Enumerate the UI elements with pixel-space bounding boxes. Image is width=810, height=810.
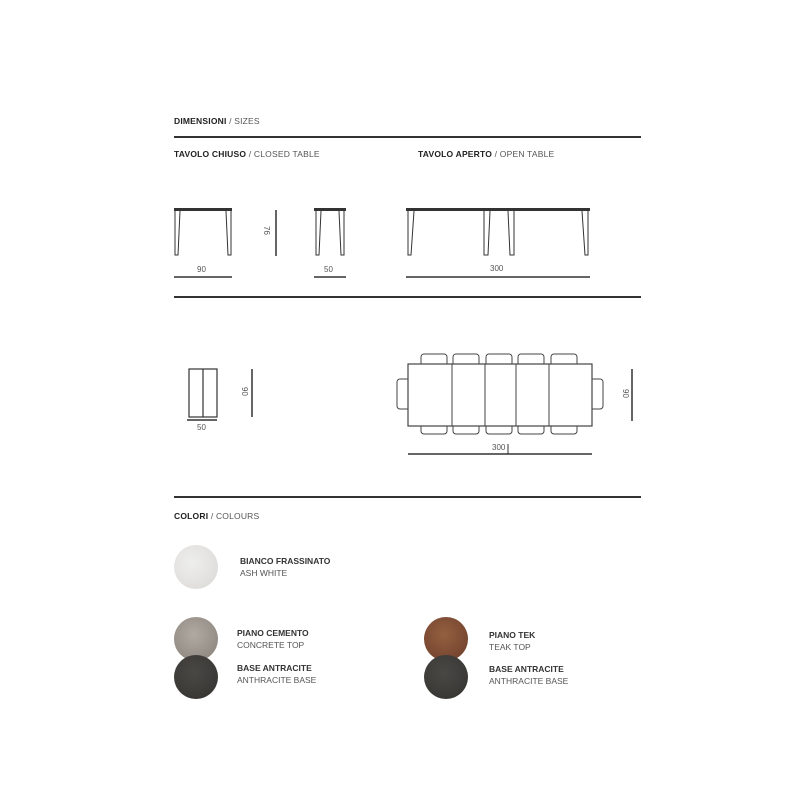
color-name-it: BIANCO FRASSINATO [240, 556, 331, 566]
swatch-anthracite-base-1 [174, 655, 218, 699]
colours-title-en: COLOURS [215, 511, 260, 521]
color-name-en: ANTHRACITE BASE [489, 676, 569, 686]
label-closed-height: 76 [261, 226, 271, 235]
dimensions-title-it: DIMENSIONI [174, 116, 227, 126]
divider-bottom [174, 496, 641, 498]
title-separator: / [246, 149, 254, 159]
label-plan-closed-width: 90 [239, 387, 249, 396]
title-separator: / [226, 116, 235, 126]
closed-table-plan-view [189, 369, 217, 417]
color-label-anthracite-base-2 [489, 663, 568, 687]
open-table-plan-view [397, 354, 603, 434]
label-plan-closed-depth: 50 [197, 423, 206, 432]
open-table-it: TAVOLO APERTO [418, 149, 493, 159]
swatch-ash-white [174, 545, 218, 589]
label-closed-side-depth: 50 [324, 265, 333, 274]
title-separator: / [208, 511, 216, 521]
open-table-en: OPEN TABLE [499, 149, 555, 159]
color-label-anthracite-base-1 [237, 662, 316, 686]
section-title-colours [174, 511, 259, 521]
color-label-ash-white [240, 555, 330, 579]
closed-table-it: TAVOLO CHIUSO [174, 149, 247, 159]
color-label-concrete-top [237, 627, 309, 651]
label-open-width: 300 [490, 264, 504, 273]
color-name-en: ANTHRACITE BASE [237, 675, 317, 685]
closed-table-en: CLOSED TABLE [253, 149, 320, 159]
color-name-it: PIANO CEMENTO [237, 628, 309, 638]
dimensions-title-en: SIZES [234, 116, 260, 126]
color-name-it: PIANO TEK [489, 630, 536, 640]
color-name-en: ASH WHITE [240, 568, 288, 578]
colours-title-it: COLORI [174, 511, 209, 521]
label-plan-open-width: 300 [492, 443, 506, 452]
label-plan-open-depth: 90 [620, 389, 630, 398]
color-name-it: BASE ANTRACITE [489, 664, 564, 674]
color-name-en: CONCRETE TOP [237, 640, 305, 650]
color-name-en: TEAK TOP [489, 642, 531, 652]
swatch-anthracite-base-2 [424, 655, 468, 699]
color-name-it: BASE ANTRACITE [237, 663, 312, 673]
color-label-teak-top [489, 629, 535, 653]
label-closed-front-width: 90 [197, 265, 206, 274]
title-separator: / [492, 149, 500, 159]
